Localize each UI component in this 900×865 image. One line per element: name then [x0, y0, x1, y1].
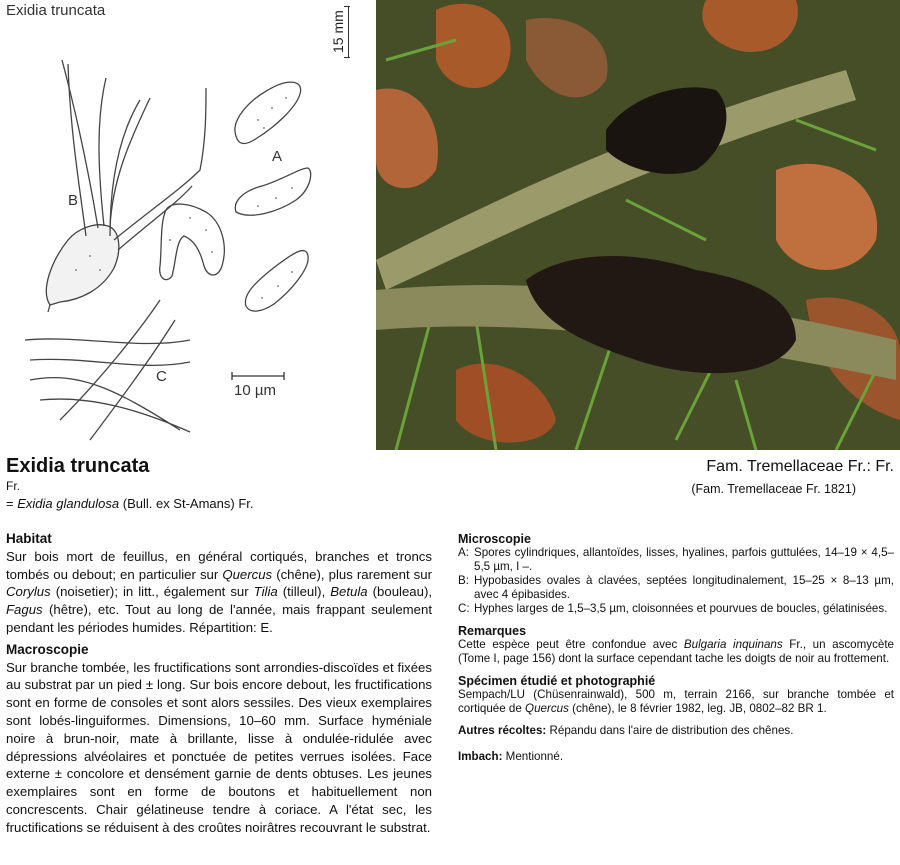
species-author: Fr. — [6, 479, 20, 493]
specimen-text-1: Sempach/LU (Chüsenrainwald), 500 m, terrain 2166, sur branche tombée et cortiquée de — [458, 688, 894, 715]
taxon-bulgaria: Bulgaria inquinans — [683, 638, 783, 651]
label-c: C — [156, 368, 167, 385]
imbach-line — [458, 750, 894, 764]
photo-graphic — [376, 0, 900, 450]
specimen-text — [458, 688, 894, 716]
micro-text-b: Hypobasides ovales à clavées, septées longitudinalement, 15–25 × 8–13 µm, avec 4 épibasides. — [474, 574, 894, 601]
taxon-quercus-2: Quercus — [525, 702, 569, 715]
left-column — [6, 530, 432, 837]
remarques-text-1: Cette espèce peut être confondue avec — [458, 638, 684, 651]
scale-10um-label: 10 µm — [234, 382, 276, 399]
microscopie-heading: Microscopie — [458, 532, 531, 546]
specimen-heading: Spécimen étudié et photographié — [458, 674, 656, 688]
remarques-heading: Remarques — [458, 624, 527, 638]
habitat-text-6: (hêtre), etc. Tout au long de l'année, mais frappant seulement pendant les périodes humides. Répartition: E. — [6, 602, 432, 635]
macroscopie-text: Sur branche tombée, les fructifications sont arrondies-discoïdes et fixées au substrat par un pied ± long. Sur bois encore debout, les fructifications sont en forme de consoles et sont alors sessiles. Des vieux exemplaires sont lobés-linguiformes. Dimensions, 10–60 mm. Surface hyméniale noire à brun-noir, mate à brillante, lisse à ondulée-ridulée avec dépressions alvéolaires et ponctuée de petites verrues isolées. Face externe ± concolore et densément garnie de dents obtuses. Les jeunes exemplaires sont en forme de boutons et habituellement non concrescents. Chair gélatineuse tendre à coriace. A l'état sec, les fructifications se réduisent à des croûtes noirâtres recouvrant le substrat. — [6, 659, 432, 835]
synonym-prefix: = — [6, 496, 18, 511]
habitat-text-4: (tilleul), — [277, 584, 331, 600]
micro-text-c: Hyphes larges de 1,5–3,5 µm, cloisonnées et pourvues de boucles, gélatinisées. — [474, 602, 888, 615]
scale-15mm-bar — [348, 6, 349, 58]
micro-item-c — [458, 602, 894, 616]
right-column — [458, 532, 894, 764]
illustration-title: Exidia truncata — [6, 2, 106, 19]
family-sub: (Fam. Tremellaceae Fr. 1821) — [691, 482, 856, 496]
autres-line — [458, 724, 894, 738]
imbach-text: Mentionné. — [502, 750, 564, 763]
macroscopie-heading: Macroscopie — [6, 641, 89, 657]
habitat-text-1: Sur bois mort de feuillus, en général cortiqués, branches et troncs tombés ou debout; en particulier sur — [6, 548, 432, 582]
habitat-text-3: (noisetier); in litt., également sur — [50, 584, 254, 600]
synonym-line — [6, 496, 254, 511]
family-name: Fam. Tremellaceae Fr.: Fr. — [706, 458, 894, 475]
label-b: B — [68, 192, 79, 209]
micro-key-a: A: — [458, 546, 469, 559]
micro-key-b: B: — [458, 574, 469, 587]
habitat-text — [6, 548, 432, 637]
synonym-author: (Bull. ex St-Amans) Fr. — [119, 496, 254, 511]
synonym-name: Exidia glandulosa — [17, 496, 120, 511]
micro-item-b — [458, 574, 894, 602]
micro-key-c: C: — [458, 602, 470, 615]
autres-text: Répandu dans l'aire de distribution des chênes. — [546, 724, 794, 737]
habitat-text-5: (bouleau), — [367, 584, 433, 600]
specimen-text-2: (chêne), le 8 février 1982, leg. JB, 0802–82 BR 1. — [568, 702, 827, 715]
autres-heading: Autres récoltes: — [458, 724, 547, 737]
habitat-text-2: (chêne), plus rarement sur — [272, 566, 432, 582]
habitat-heading: Habitat — [6, 531, 52, 546]
remarques-text-2: Fr., un ascomycète (Tome I, page 156) dont la surface cependant tache les doigts de noir au frottement. — [458, 638, 894, 665]
taxon-corylus: Corylus — [6, 584, 51, 600]
taxon-quercus: Quercus — [222, 566, 273, 582]
microscopy-drawing — [0, 0, 372, 450]
species-title: Exidia truncata — [6, 455, 150, 477]
taxon-betula: Betula — [330, 584, 368, 600]
taxon-fagus: Fagus — [6, 602, 43, 618]
micro-item-a — [458, 546, 894, 574]
micro-text-a: Spores cylindriques, allantoïdes, lisses, hyalines, parfois guttulées, 14–19 × 4,5–5,5 µm, I –. — [474, 546, 894, 573]
scale-15mm — [326, 4, 356, 62]
remarques-text — [458, 638, 894, 666]
illustration-panel — [0, 0, 372, 450]
label-a: A — [272, 148, 283, 165]
taxon-tilia: Tilia — [253, 584, 278, 600]
scale-15mm-label: 15 mm — [330, 10, 346, 54]
specimen-photo — [376, 0, 900, 450]
imbach-heading: Imbach: — [458, 750, 503, 763]
